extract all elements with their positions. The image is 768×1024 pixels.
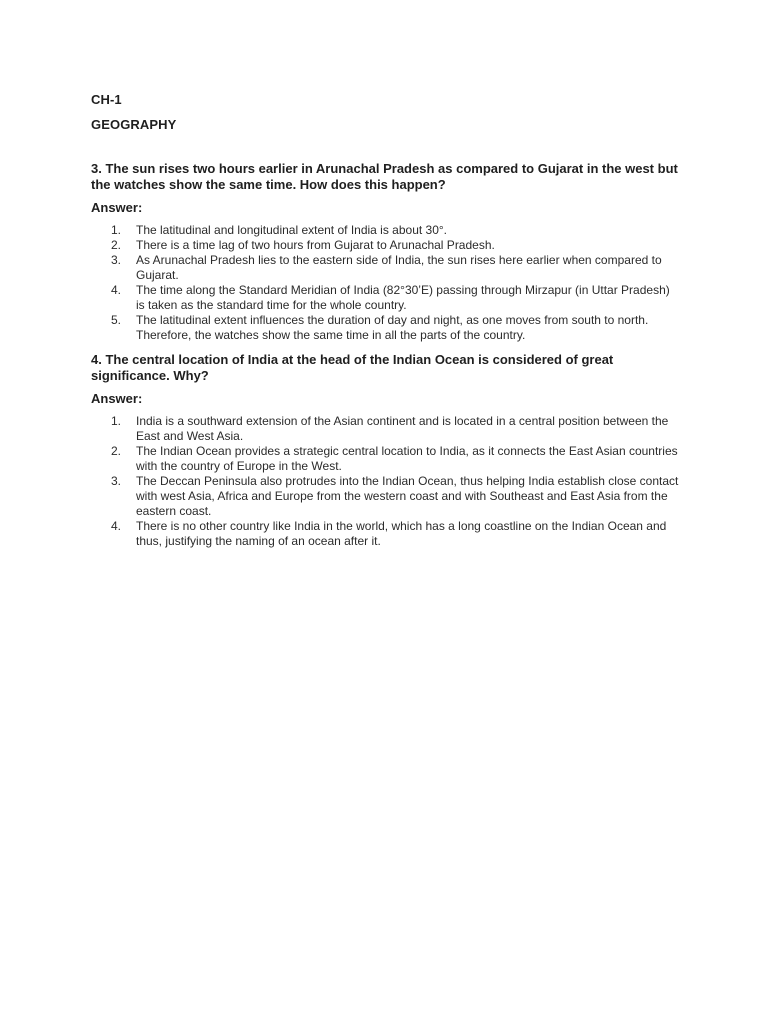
subject-title: GEOGRAPHY: [91, 117, 177, 132]
list-number: 5.: [111, 313, 122, 327]
list-number: 1.: [111, 414, 122, 428]
list-number: 3.: [111, 253, 122, 267]
question-block: [91, 161, 681, 343]
answer-item: [91, 444, 681, 474]
answer-item: [91, 313, 681, 343]
answer-item: [91, 253, 681, 283]
answer-item: [91, 238, 681, 253]
answer-item: [91, 519, 681, 549]
question-block: [91, 352, 681, 549]
chapter-label: CH-1: [91, 92, 122, 107]
question-text: 4. The central location of India at the head of the Indian Ocean is considered of great significance. Why?: [91, 352, 614, 383]
question-text: 3. The sun rises two hours earlier in Arunachal Pradesh as compared to Gujarat in the west but the watches show the same time. How does this happen?: [91, 161, 678, 192]
answer-list: [91, 414, 681, 549]
list-number: 2.: [111, 444, 122, 458]
document-body: [91, 91, 681, 558]
answer-text: The Deccan Peninsula also protrudes into the Indian Ocean, thus helping India establish close contact with west Asia, Africa and Europe from the western coast and with Southeast and East Asia from the eastern coast.: [136, 474, 679, 518]
list-number: 3.: [111, 474, 122, 488]
answer-text: There is a time lag of two hours from Gujarat to Arunachal Pradesh.: [136, 238, 495, 252]
answer-text: The latitudinal extent influences the duration of day and night, as one moves from south to north. Therefore, the watches show the same time in all the parts of the country.: [136, 313, 649, 342]
answer-label: Answer:: [91, 200, 143, 215]
list-number: 4.: [111, 283, 122, 297]
list-number: 4.: [111, 519, 122, 533]
answer-text: As Arunachal Pradesh lies to the eastern side of India, the sun rises here earlier when compared to Gujarat.: [136, 253, 662, 282]
answer-list: [91, 223, 681, 343]
answer-text: The latitudinal and longitudinal extent of India is about 30°.: [136, 223, 448, 237]
answer-text: There is no other country like India in the world, which has a long coastline on the Indian Ocean and thus, justifying the naming of an ocean after it.: [136, 519, 667, 548]
answer-text: The time along the Standard Meridian of India (82°30’E) passing through Mirzapur (in Uttar Pradesh) is taken as the standard time for the whole country.: [136, 283, 670, 312]
answer-item: [91, 283, 681, 313]
answer-item: [91, 223, 681, 238]
answer-text: India is a southward extension of the Asian continent and is located in a central position between the East and West Asia.: [136, 414, 669, 443]
answer-label: Answer:: [91, 391, 143, 406]
answer-item: [91, 474, 681, 519]
answer-item: [91, 414, 681, 444]
list-number: 2.: [111, 238, 122, 252]
answer-text: The Indian Ocean provides a strategic central location to India, as it connects the East Asian countries with the country of Europe in the West.: [136, 444, 678, 473]
list-number: 1.: [111, 223, 122, 237]
